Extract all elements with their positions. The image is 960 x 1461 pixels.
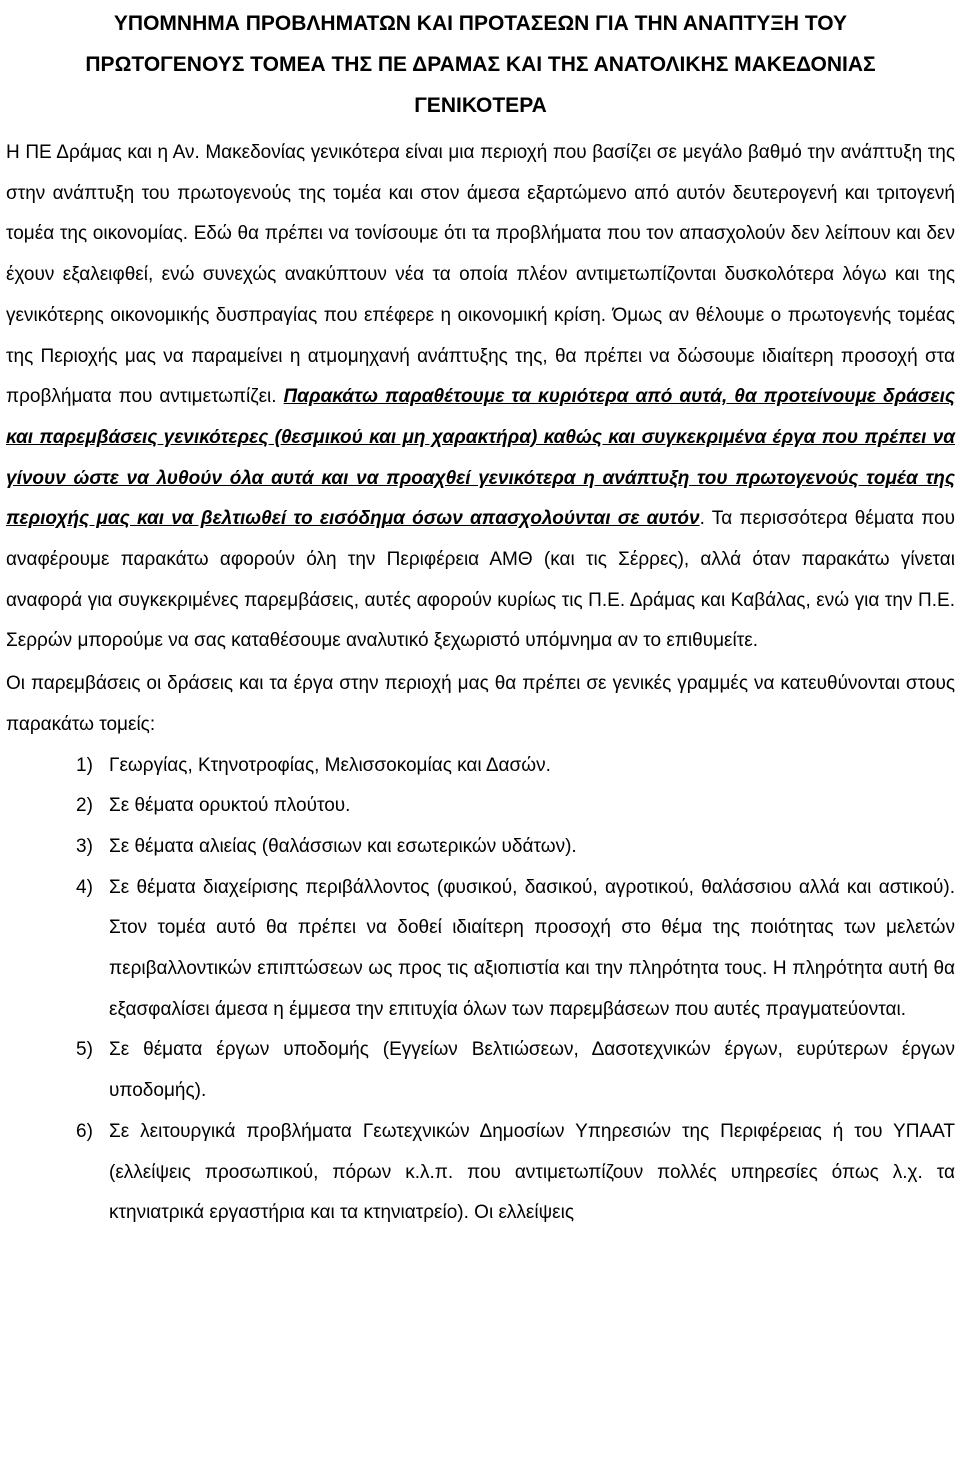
intro-emphasis: Παρακάτω παραθέτουμε τα κυριότερα από αυτά, θα προτείνουμε δράσεις και παρεμβάσεις γενικότερες (θεσμικού και μη χαρακτήρα) καθώς και συγκεκριμένα έργα που πρέπει να γίνουν ώστε να λυθούν όλα αυτά και να προαχθεί γενικότερα η ανάπτυξη του πρωτογενούς τομέα της περιοχής μας και να βελτιωθεί το εισόδημα όσων απασχολούνται σε αυτόν bbox=[6, 386, 955, 530]
title-line-1: ΥΠΟΜΝΗΜΑ ΠΡΟΒΛΗΜΑΤΩΝ ΚΑΙ ΠΡΟΤΑΣΕΩΝ ΓΙΑ ΤΗΝ ΑΝΑΠΤΥΞΗ ΤΟΥ bbox=[113, 12, 848, 35]
intro-text: Η ΠΕ Δράμας και η Αν. Μακεδονίας γενικότερα είναι μια περιοχή που βασίζει σε μεγάλο βαθμό την ανάπτυξη της στην ανάπτυξη του πρωτογενούς της τομέα και στον άμεσα εξαρτώμενο από αυτόν δευτερογενή και τριτογενή τομέα της οικονομίας. Εδώ θα πρέπει να τονίσουμε ότι τα προβλήματα που τον απασχολούν δεν λείπουν και δεν έχουν εξαλειφθεί, ενώ συνεχώς ανακύπτουν νέα τα οποία πλέον αντιμετωπίζονται δυσκολότερα λόγω και της γενικότερης οικονομικής δυσπραγίας που επέφερε η οικονομική κρίση. Όμως αν θέλουμε ο πρωτογενής τομέας της Περιοχής μας να παραμείνει η ατμομηχανή ανάπτυξης της, θα πρέπει να δώσουμε ιδιαίτερη προσοχή στα προβλήματα που αντιμετωπίζει. bbox=[6, 142, 955, 408]
intro-paragraph bbox=[6, 133, 955, 662]
list-item-text: Σε θέματα διαχείρισης περιβάλλοντος (φυσικού, δασικού, αγροτικού, θαλάσσιου αλλά και αστικού). Στον τομέα αυτό θα πρέπει να δοθεί ιδιαίτερη προσοχή στο θέμα της ποιότητας των μελετών περιβαλλοντικών επιπτώσεων ως προς τις αξιοπιστία και την πληρότητα τους. Η πληρότητα αυτή θα εξασφαλίσει άμεσα η έμμεσα την επιτυχία όλων των παρεμβάσεων που αυτές πραγματεύονται. bbox=[109, 876, 955, 1020]
list-item bbox=[6, 827, 955, 868]
intro-text-after: . Τα περισσότερα θέματα που αναφέρουμε παρακάτω αφορούν όλη την Περιφέρεια ΑΜΘ (και τις Σέρρες), αλλά όταν παρακάτω γίνεται αναφορά για συγκεκριμένες παρεμβάσεις, αυτές αφορούν κυρίως τις Π.Ε. Δράμας και Καβάλας, ενώ για την Π.Ε. Σερρών μπορούμε να σας καταθέσουμε αναλυτικό ξεχωριστό υπόμνημα αν το επιθυμείτε. bbox=[6, 508, 956, 652]
list-item-number: 5) bbox=[76, 1039, 93, 1061]
document-title bbox=[6, 0, 955, 126]
list-item-number: 4) bbox=[76, 876, 93, 898]
list-item bbox=[6, 1030, 955, 1111]
list-item-text: Σε θέματα έργων υποδομής (Εγγείων Βελτιώσεων, Δασοτεχνικών έργων, ευρύτερων έργων υποδομής). bbox=[109, 1039, 955, 1102]
list-item bbox=[6, 746, 955, 787]
title-line-2: ΠΡΩΤΟΓΕΝΟΥΣ ΤΟΜΕΑ ΤΗΣ ΠΕ ΔΡΑΜΑΣ ΚΑΙ ΤΗΣ ΑΝΑΤΟΛΙΚΗΣ ΜΑΚΕΔΟΝΙΑΣ bbox=[85, 53, 876, 76]
list-item bbox=[6, 786, 955, 827]
list-item-number: 2) bbox=[76, 795, 93, 817]
sectors-list bbox=[6, 746, 955, 1234]
list-item bbox=[6, 868, 955, 1031]
list-item bbox=[6, 1112, 955, 1234]
list-item-text: Σε θέματα αλιείας (θαλάσσιων και εσωτερικών υδάτων). bbox=[109, 835, 577, 857]
sectors-intro: Οι παρεμβάσεις οι δράσεις και τα έργα στην περιοχή μας θα πρέπει σε γενικές γραμμές να κατευθύνονται στους παρακάτω τομείς: bbox=[6, 673, 955, 735]
list-item-text: Σε θέματα ορυκτού πλούτου. bbox=[109, 795, 351, 817]
title-line-3: ΓΕΝΙΚΟΤΕΡΑ bbox=[414, 94, 547, 117]
list-item-number: 6) bbox=[76, 1120, 93, 1142]
list-item-number: 3) bbox=[76, 835, 93, 857]
list-item-text: Γεωργίας, Κτηνοτροφίας, Μελισσοκομίας και Δασών. bbox=[109, 754, 551, 776]
list-item-number: 1) bbox=[76, 754, 93, 776]
list-item-text: Σε λειτουργικά προβλήματα Γεωτεχνικών Δημοσίων Υπηρεσιών της Περιφέρειας ή του ΥΠΑΑΤ (ελλείψεις προσωπικού, πόρων κ.λ.π. που αντιμετωπίζουν πολλές υπηρεσίες όπως λ.χ. τα κτηνιατρικά εργαστήρια και τα κτηνιατρείο). Οι ελλείψεις bbox=[109, 1120, 955, 1224]
